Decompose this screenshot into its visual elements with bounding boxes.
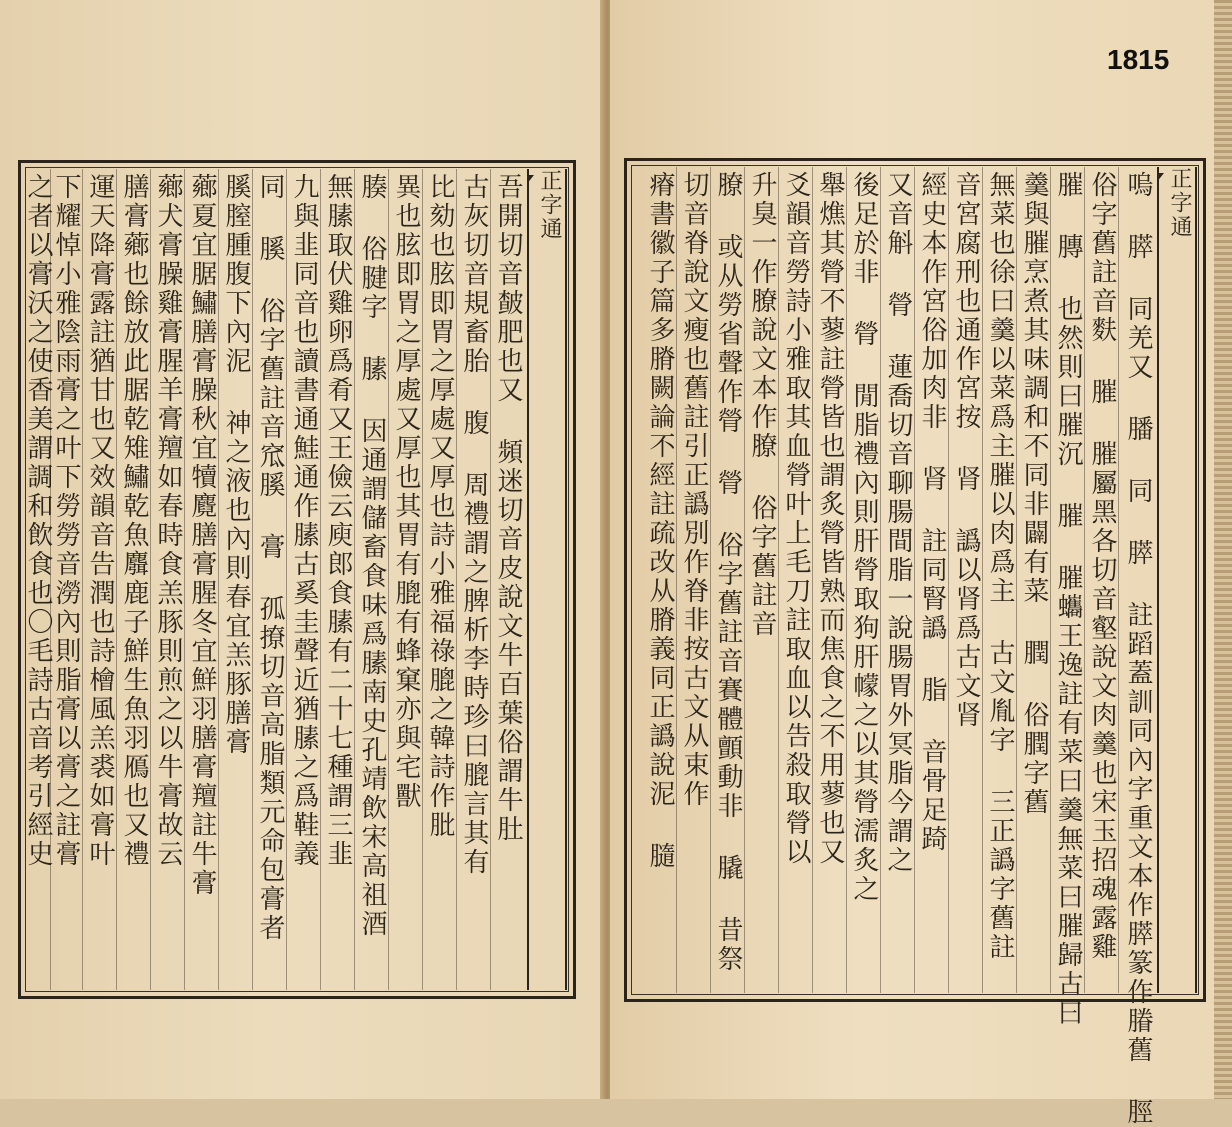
text-column: 爻韻音勞詩小雅取其血膋叶上毛刀註取血以告殺取膋以	[781, 171, 811, 867]
text-column: 之者以膏沃之使香美謂調和飲食也〇毛詩古音考引經史	[23, 173, 53, 869]
text-column: 無菜也徐曰羹以菜爲主膗以肉爲主 古文胤字 三正譌字舊註	[985, 171, 1015, 962]
left-spine-column	[527, 169, 567, 990]
spine-title: 正字通	[1167, 167, 1192, 239]
fish-tail-mark-icon	[527, 175, 534, 195]
text-column: 膫 或从勞省聲作膋 膋 俗字舊註音賽體顫動非 膬 昔祭	[713, 171, 743, 974]
text-column: 膳膏薌也餘放此腒乾雉鱐乾魚麛鹿子鮮生魚羽鴈也又禮	[119, 173, 149, 869]
text-column: 膎膣腫腹下內泥 神之液也內則春宜羔豚膳膏	[221, 173, 251, 757]
spine-title: 正字通	[537, 169, 562, 241]
text-column: 經史本作宮俗加肉非 肾 註同腎譌 脂 音骨足踦	[917, 171, 947, 854]
page-edge-strip	[1214, 0, 1232, 1099]
text-column: 嗚 膵 同羌又 膰 同 膵 註蹈蓋訓同內字重文本作膵篆作膡舊 脛	[1123, 171, 1153, 1127]
text-column: 升臭一作膫說文本作膫 俗字舊註音	[747, 171, 777, 639]
text-column: 比劾也胘即胃之厚處又厚也詩小雅福祿膍之韓詩作肶	[425, 173, 455, 840]
fish-tail-mark-icon	[1157, 173, 1164, 193]
text-column: 後足於非 膋 閒脂禮內則肝膋取狗肝幪之以其膋濡炙之	[849, 171, 879, 904]
text-column: 羹與膗烹煮其味調和不同非闢有菜 膶 俗膶字舊	[1019, 171, 1049, 817]
text-column: 舉燋其膋不蓼註膋皆也謂炙膋皆熟而焦食之不用蓼也又	[815, 171, 845, 867]
left-book-page	[0, 0, 606, 1099]
right-page-text-frame	[624, 158, 1206, 1127]
text-column: 瘠書徽子篇多膌闕論不經註疏改从膌義同正譌說泥 膸	[645, 171, 675, 871]
text-column: 俗字舊註音麩 膗 膗屬黑各切音壑說文肉羹也宋玉招魂露雞	[1087, 171, 1117, 962]
text-column: 吾開切音皶肥也又 頻迷切音皮說文牛百葉俗謂牛肚	[493, 173, 523, 844]
text-column: 異也胘即胃之厚處又厚也其胃有膍有蜂窠亦與宅獸	[391, 173, 421, 811]
text-column: 切音脊說文瘦也舊註引正譌別作脊非按古文从束作	[679, 171, 709, 809]
text-column: 九與韭同音也讀書通鮭通作膆古奚圭聲近猶膆之爲鞋義	[289, 173, 319, 869]
text-column: 腠 俗腱字 膆 因通謂儲畜食味爲膆南史孔靖飲宋高祖酒	[357, 173, 387, 939]
right-spine-column	[1157, 167, 1197, 993]
text-column: 無膆取伏雞卵爲肴又王儉云庾郎食膆有二十七種謂三韭	[323, 173, 353, 869]
text-column: 薌犬膏臊雞膏腥羊膏羶如春時食羔豚則煎之以牛膏故云	[153, 173, 183, 869]
text-column: 運天降膏露註猶甘也又效韻音告潤也詩檜風羔裘如膏叶	[85, 173, 115, 869]
text-column: 同 膎 俗字舊註音窊膎 膏 孤撩切音高脂類元命包膏者	[255, 173, 285, 943]
text-column: 膗 膞 也然則曰膗沉 膗 膗蠵王逸註有菜曰羹無菜曰膗歸古曰	[1053, 171, 1083, 1028]
text-column: 又音斛 膋 蓮喬切音聊腸間脂一說腸胃外冥脂今謂之	[883, 171, 913, 875]
page-number-label: 1815	[1107, 44, 1170, 75]
text-column: 薌夏宜腒鱐膳膏臊秋宜犢麑膳膏腥冬宜鮮羽膳膏羶註牛膏	[187, 173, 217, 898]
text-column: 音宮腐刑也通作宮按 肾 譌以肾爲古文肾	[951, 171, 981, 730]
left-page-text-frame	[18, 160, 576, 999]
text-column: 古灰切音規畜胎 腹 周禮謂之脾析李時珍曰膍言其有	[459, 173, 489, 877]
text-column: 下耀悼小雅陰雨膏之叶下勞勞音澇內則脂膏以膏之註膏	[51, 173, 81, 869]
